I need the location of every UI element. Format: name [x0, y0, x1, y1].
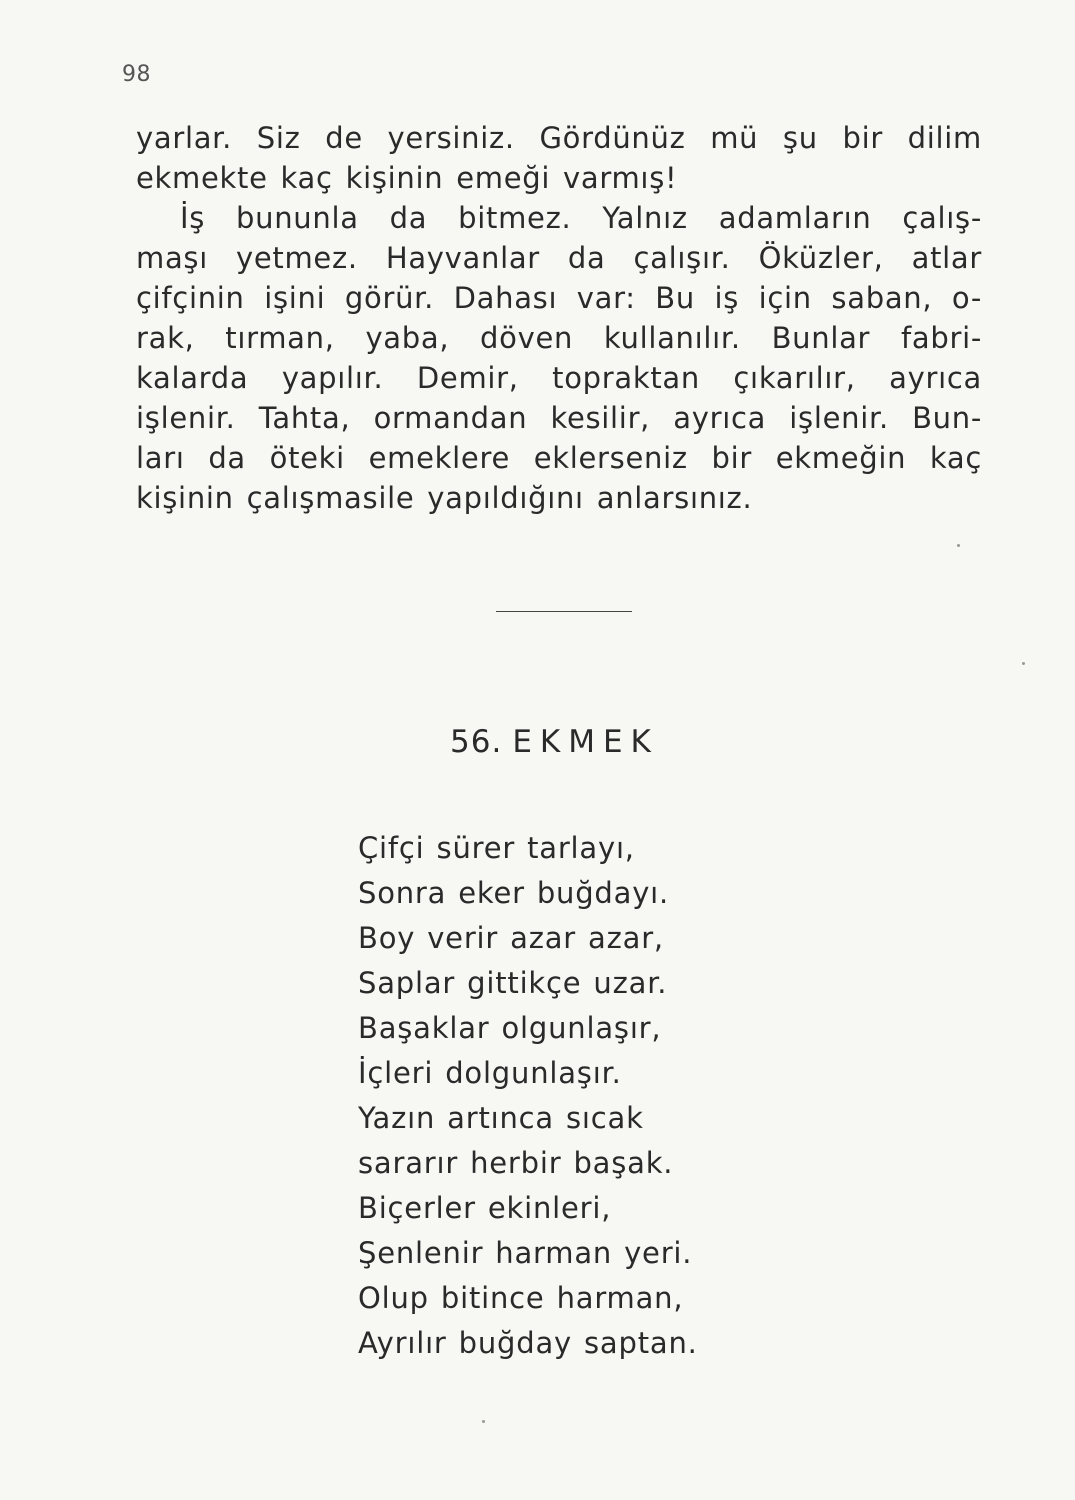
prose-line: ları da öteki emeklere eklerseniz bir ekmeğin kaç [136, 441, 982, 475]
prose-line: rak, tırman, yaba, döven kullanılır. Bunlar fabri- [136, 321, 982, 355]
prose-line: çifçinin işini görür. Dahası var: Bu iş için saban, o- [136, 281, 982, 315]
poem-verse: Sonra eker buğdayı. [358, 876, 670, 910]
poem-verse: sararır herbir başak. [358, 1146, 674, 1180]
poem-number: 56. [450, 724, 503, 760]
poem-verse: Şenlenir harman yeri. [358, 1236, 693, 1270]
prose-line: kişinin çalışmasile yapıldığını anlarsınız. [136, 481, 753, 515]
poem-verse: Biçerler ekinleri, [358, 1191, 612, 1225]
poem-verse: Çifçi sürer tarlayı, [358, 831, 635, 865]
poem-verse: Saplar gittikçe uzar. [358, 966, 668, 1000]
prose-line: kalarda yapılır. Demir, topraktan çıkarılır, ayrıca [136, 361, 982, 395]
poem-verses [358, 826, 838, 1366]
poem-verse: Başaklar olgunlaşır, [358, 1011, 662, 1045]
section-divider [496, 611, 632, 612]
poem-verse: İçleri dolgunlaşır. [358, 1056, 622, 1090]
poem-verse: Yazın artınca sıcak [358, 1101, 644, 1135]
prose-paragraphs [136, 118, 982, 518]
poem-verse: Olup bitince harman, [358, 1281, 684, 1315]
prose-line: yarlar. Siz de yersiniz. Gördünüz mü şu bir dilim [136, 121, 982, 155]
poem-title: EKMEK [512, 724, 659, 760]
prose-line: maşı yetmez. Hayvanlar da çalışır. Öküzler, atlar [136, 241, 982, 275]
page-number: 98 [122, 62, 151, 87]
paper-speck [1022, 662, 1025, 665]
prose-line: İş bununla da bitmez. Yalnız adamların çalış- [180, 201, 982, 235]
poem-heading [450, 724, 659, 760]
paper-speck [482, 1420, 485, 1423]
paper-speck [957, 544, 960, 547]
prose-line: ekmekte kaç kişinin emeği varmış! [136, 161, 678, 195]
poem-verse: Ayrılır buğday saptan. [358, 1326, 698, 1360]
poem-verse: Boy verir azar azar, [358, 921, 664, 955]
prose-line: işlenir. Tahta, ormandan kesilir, ayrıca işlenir. Bun- [136, 401, 982, 435]
